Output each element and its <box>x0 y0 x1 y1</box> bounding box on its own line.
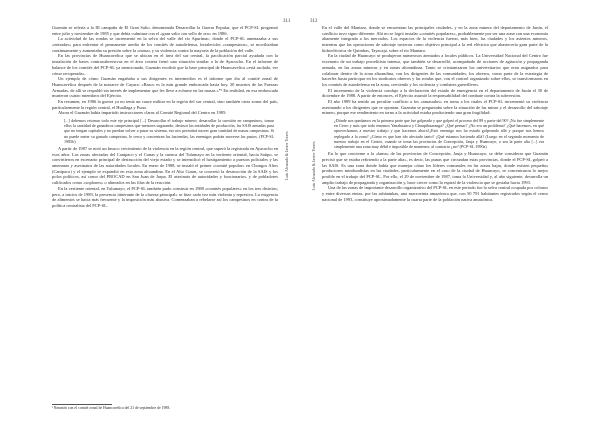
paragraph: Un ejemplo de cómo Guzmán engañaba a sus dirigentes es intermedios es el informe que dio al comité zonal de Huancavelica después de la masacre de Cayara: «Basco es la más grande emboscada hasta hoy, 30 muertos de las Fuerzas Armadas, de allí se respaldó sin interés de implementar que les lleve a echarse en las masas.»*¹ En realidad, en esa emboscada murieron cuatro miembros del Ejército. <box>52 76 278 99</box>
paragraph: Guzmán se refería a la III campaña de El Gran Salto, denominada Desarrollar la Guerra Popular, que el PCP-SL programó entre julio y noviembre de 1985 y que debía culminar con el «gran salto con sello de oro» en 1986. <box>52 25 278 36</box>
paragraph: El año 1989 ha tenido un peculiar conflicto a los «amasados» en torno a los cuales el PCP-SL incrementó su violencia asesinando a los dirigentes que se oponían. Guzmán se preguntaba sobre la situación de las minas y el desarrollo del sabotaje minero, porque ese rendimiento en torno a la actividad estaba produciendo una gran fragilidad: <box>322 98 548 116</box>
footnote-rule <box>52 404 112 405</box>
right-page <box>300 0 600 431</box>
paragraph: La actividad de las rondas se incrementó en la selva del valle del río Apurímac, donde el PCP-SL amenazaba a sus «entradas» para enfrentar el permanente asedio de los comités de autodefensa, fortalecidos «campesinos», se movilizaban continuamente y aumentaba su presión sobre la «masa» y su violencia contra la mayoría de la población del valle. <box>52 36 278 53</box>
left-body-text <box>52 25 278 209</box>
paragraph: A partir de 1987 se notó un brusco crecimiento de la violencia en la región central, que superó la registrada en Ayacucho en esos años. Las zonas afectadas del Canipaco y el Cunas y la cuenca del Tulumayo en la vertiente oriental, hacia Satipo, se convirtieron en escenario principal de destrucción del viejo estado y se intensificó el hostigamiento a puestos policiales y las amenazas y asesinatos de las autoridades locales. En enero de 1988, se instaló el primer «comité popular» en Chongos Altos (Canipaco) y el ejemplo se expandió en esta zona altoandina. En el Alto Cunas, se concretó la destrucción de la SAIS y los polos políticos, así como del PROCAD en San Juan de Jarpa. El asesinato de autoridades y funcionarios, y de pobladores calificados como «soplones» o alineados en las filas de la reacción. <box>52 146 278 186</box>
paragraph: En la vertiente oriental, en Tulumayo, el PCP-SL también pudo construir en 1988 «comités populares» en los tres distritos; pero, a inicios de 1989, la presencia itinerante de la «fuerza principal» se hizo cada vez más violenta y represiva. La exigencia de alimentos se hacía más frecuente y la imposición más abusiva. Comenzaban a rebelarse así los campesinos en contra de la política centralista del PCP-SL. <box>52 185 278 208</box>
paragraph: En lo que concierne a la «lama» de las provincias de Concepción, Jauja y Huancayo, se debe considerar que Guzmán precisó que se estaba refiriendo a la parte alta», es decir, las punas que circundan estas provincias, donde el PCP-SL golpeó a las SAIS. Es una zona donde había que manejar cómo los líderes comunales en las zonas bajas, donde existen pequeños productores minifundistas en las ciudades, particularmente en el caso de la ciudad de Huancayo, se concentraron lo mejor posible en el trabajo del PCP-SL. Por ello, el 29 de noviembre de 1987, toma la Universidad y, al año siguiente, desarrolla un amplio trabajo de propaganda y organización y, hace crecer como la espiral de la violencia que se gestaba hacia 1993. <box>322 151 548 185</box>
right-body-text <box>322 25 548 202</box>
left-page-number: 311 <box>283 19 291 24</box>
paragraph: En resumen, en 1986 la guerra ya no tenía un cauce militar en la región del sur central, sino también otras zonas del país, particularmente la región central, el Huallaga y Puno. <box>52 98 278 110</box>
paragraph: El incremento de la violencia condujo a la declaración del estado de emergencia en el departamento de Junín el 30 de diciembre de 1988. A partir de entonces, el Ejército asumió la responsabilidad del combate contra la subversión. <box>322 87 548 99</box>
left-running-head: Luis Alvarado & Javier Torres <box>284 131 289 180</box>
paragraph: En las provincias de Huancavelica que se ubican en el área del sur central, la pacificación parcial ayudada con la instalación de bases contrasubversivas en el área costera frenó una situación similar a la de Ayacucho. En el informe de balance de los comités del PCP-SL ya mencionado, Guzmán escribió que la base principal de Huancavelica «está asolada, ver cómo recuperada». <box>52 53 278 76</box>
paragraph: Una de las zonas de importante desarrollo organizativo del PCP-SL en este periodo fue la selva central ocupada por colonos y entre diversas etnias, por las asháninkas, una macroetnia amazónica que, con 50 791 habitantes registrados según el censo nacional de 1993, constituye aproximadamente la cuarta parte de la población nativa amazónica. <box>322 185 548 202</box>
block-quote: [...] debemos retomar todo este eje principal [...] Desarrollar el trabajo minero; desarrollar la cuestión en campesinos, tomar ellos la cantidad de ganaderos campesinos que menores sugarando, destruir las entidades de producción, las SAIS armadas para que no tengan capitales y no puedan volver a pasar su sistema, eso nos permitirá mover gran cantidad de masas campesinas. Si no puede meter su ganado campesino, le cerca y concentran las haciendas, las enemigos podrán moverse las pastos. (PCP-SL 1985b) <box>64 118 274 144</box>
block-quote: ¿Dónde nos quedamos en la primera parte que fue golpeado y que golpeó el proceso del 89 y parte del 90? ¡No fue simplemente en Cerro y más que todo tenemos Yanahuanca y Chaupihuaranga? ¿Qué pensar? ¿No era un problema? ¿Qué hacemos, en qué aprovechamos a nuestro trabajo y que hacemos ahora?¿Este enemigo nos ha estado golpeando allá y porque nos hemos replegado a la zona? ¿Cómo es que han ido afectado tanto? ¿Qué estamos haciendo allá? (Luego en el segundo momento de nuestro trabajo en el Centro, cuando se toma las provincias de Concepción, Jauja y Huancayo, o sea la parte alta [...] era simplemente una zona muy débil e imposible de mantener, al contrario ¿no? (PCP-SL 1990a) <box>334 118 544 150</box>
footnote: ¹ Reunión con el comité zonal de Huancavelica del 21 de septiembre de 1988. <box>52 406 171 410</box>
paragraph: Ahora el Guzmán había impartido instrucciones claras al Comité Regional del Centro en 1985: <box>58 110 227 116</box>
paragraph: En la ciudad de Huancayo se produjeron numerosos atentados a locales públicos. La Universidad Nacional del Centro fue escenario de un trabajo proselitista intenso, que también se desarrolló, acompañado de acciones de agitación y propaganda armada, en las zonas mineras y en zonas altoandinas. Tanto se cristianizaron los universitarios que eran asignados para colaborar dentro de la zona altoandina, con los dirigentes de las comunidades, los obreros, como parte de la estrategia de hacerles hasta participar en los sindicatos obreros y las rondas que, con el control organizado sobre ellos, se transformaron en los comités de autodefensa en la zona, creciendo y los violencia y combates guerrilleros. <box>322 53 548 87</box>
right-page-number: 312 <box>310 19 318 24</box>
paragraph: En el valle del Mantaro, donde se encuentran las principales ciudades, y en la zona minera del departamento de Junín, el conflicto tuvo signo diferente. Ahí no se logró instalar «comités populares», probablemente por ser una zona con una economía altamente integrada a los mercados. Los espacios de la violencia fueron, más bien, las ciudades y los asientos mineros, mientras que las operaciones de sabotaje tuvieron como objetivo principal a la red eléctrica que abastecería gran parte de la hidroeléctrica de Quimbas, Tayacaja, sobre el río Mantaro. <box>322 25 549 53</box>
right-running-head: Luis Alvarado & Javier Torres <box>311 141 316 190</box>
